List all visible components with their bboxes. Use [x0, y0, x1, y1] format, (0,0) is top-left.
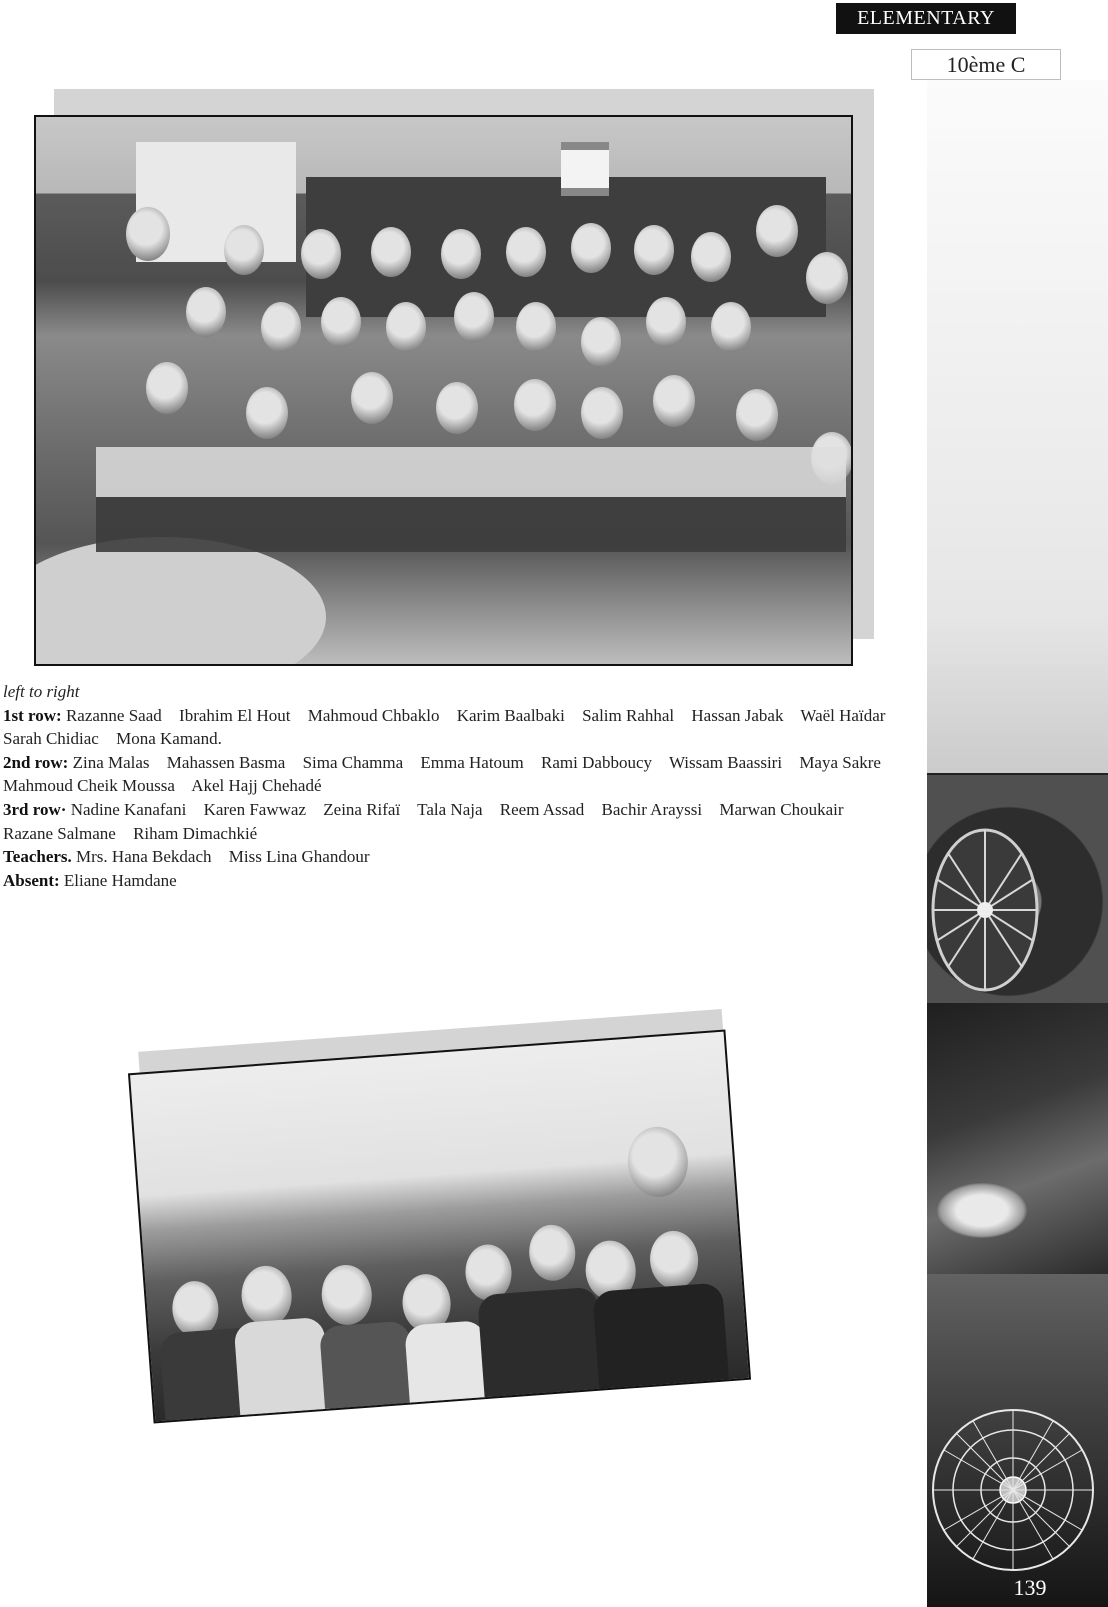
person-name: Mahmoud Cheik Moussa: [3, 776, 175, 796]
person-name: Mahmoud Chbaklo: [303, 705, 440, 725]
photo-caption: [3, 680, 903, 892]
clock-wheel-graphic: [930, 820, 1040, 1000]
person-name: Waël Haïdar: [796, 705, 886, 725]
person-name: Wissam Baassiri: [665, 752, 783, 772]
row-names: [76, 847, 382, 866]
person-name: Zeina Rifaï: [319, 799, 401, 819]
row-label: 2nd row:: [3, 752, 69, 772]
row-label: Teachers.: [3, 847, 72, 867]
person-name: Karim Baalbaki: [452, 705, 565, 725]
caption-row-3: [3, 798, 903, 845]
person-name: Razanne Saad: [65, 705, 162, 725]
caption-teachers: [3, 845, 903, 869]
person-name: Maya Sakre: [795, 752, 881, 772]
person-name: Rami Dabboucy: [536, 752, 652, 772]
person-name: Tala Naja: [413, 799, 483, 819]
caption-absent: [3, 869, 903, 893]
row-label: Absent:: [3, 870, 60, 890]
person-name: Sima Chamma: [298, 752, 404, 772]
zodiac-wheel-graphic: [930, 1407, 1096, 1573]
caption-intro: left to right: [3, 682, 80, 701]
row-label: 3rd row·: [3, 799, 67, 819]
page-number: 139: [1013, 1575, 1047, 1600]
class-tag: 10ème C: [911, 49, 1061, 80]
person-name: Marwan Choukair: [715, 799, 844, 819]
row-names: [3, 753, 894, 796]
row-label: 1st row:: [3, 705, 62, 725]
person-name: Zina Malas: [72, 752, 150, 772]
person-name: Sarah Chidiac: [3, 729, 99, 749]
person-name: Eliane Hamdane: [63, 870, 177, 890]
class-group-photo: [34, 115, 853, 666]
person-name: Miss Lina Ghandour: [224, 847, 370, 867]
cat-photo-panel: [927, 1003, 1108, 1274]
caption-row-1: [3, 704, 903, 751]
section-tag: ELEMENTARY: [836, 3, 1016, 34]
person-name: Ibrahim El Hout: [174, 705, 291, 725]
row-names: [3, 800, 857, 843]
person-name: Emma Hatoum: [416, 752, 524, 772]
caption-row-2: [3, 751, 903, 798]
outdoor-group-photo: [128, 1030, 751, 1424]
row-names: [3, 706, 898, 749]
person-name: Salim Rahhal: [577, 705, 675, 725]
person-name: Razane Salmane: [3, 823, 116, 843]
row-names: [64, 871, 190, 890]
person-name: Reem Assad: [495, 799, 585, 819]
person-name: Mona Kamand.: [111, 729, 222, 749]
person-name: Mahassen Basma: [162, 752, 286, 772]
person-name: Akel Hajj Chehadé: [187, 776, 322, 796]
person-name: Hassan Jabak: [687, 705, 784, 725]
person-name: Nadine Kanafani: [70, 799, 187, 819]
person-name: Mrs. Hana Bekdach: [76, 847, 212, 867]
person-name: Bachir Arayssi: [597, 799, 703, 819]
person-name: Riham Dimachkié: [128, 823, 258, 843]
person-name: Karen Fawwaz: [199, 799, 307, 819]
